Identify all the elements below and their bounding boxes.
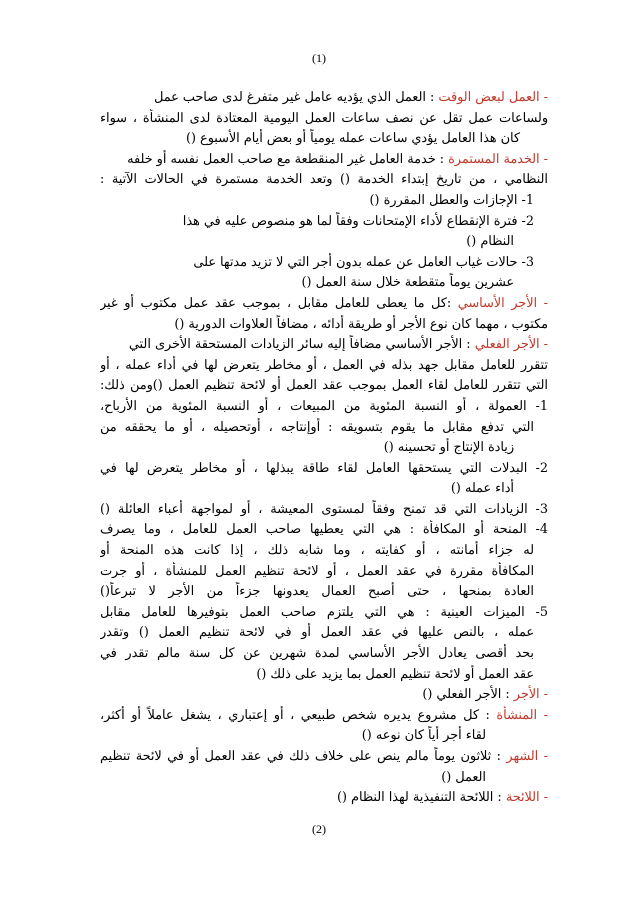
definition-term: - الأجر الفعلي	[474, 337, 548, 353]
line-text: التي تتقرر للعامل لقاء العمل بموجب عقد العمل أو لائحة تنظيم العمل ()ومن ذلك:	[100, 378, 548, 394]
text-line	[100, 479, 548, 500]
line-text: 2- فترة الإنقطاع لأداء الإمتحانات وفقاً لما هو منصوص عليه في هذا	[182, 213, 534, 229]
line-text: عقد العمل أو لائحة تنظيم العمل بما يزيد على ذلك ()	[256, 666, 534, 682]
line-text: :كل ما يعطى للعامل مقابل ، بموجب عقد عمل مكتوب أو غير	[100, 295, 452, 311]
text-line	[100, 438, 548, 459]
definition-term: - اللائحة	[505, 790, 548, 806]
line-text: 3- الزيادات التي قد تمنح وفقاً لمستوى المعيشة ، أو لمواجهة أعباء العائلة ()	[100, 501, 548, 517]
line-text: التي تدفع مقابل ما يقوم بتسويقه : أوإنتاجه ، أوتحصيله ، أو ما يحققه من	[100, 419, 534, 435]
definition-term: - الخدمة المستمرة	[448, 151, 548, 167]
line-text: تتقرر للعامل مقابل جهد بذله في العمل ، أو مخاطر يتعرض لها في أداء عمله ، أو	[100, 357, 548, 373]
text-line	[100, 582, 548, 603]
text-line	[100, 356, 548, 377]
text-line	[100, 376, 548, 397]
text-line	[100, 232, 548, 253]
line-text: مكتوب ، مهما كان نوع الأجر أو طريقة أدائه ، مضافاً العلاوات الدورية ()	[174, 316, 548, 332]
text-line	[100, 562, 548, 583]
text-line	[100, 109, 548, 130]
text-line	[100, 418, 548, 439]
text-line	[100, 191, 548, 212]
line-text: : الأجر الأساسي مضافاً إليه سائر الزيادات المستحقة الأخرى التي	[128, 337, 471, 353]
text-line	[100, 541, 548, 562]
text-line	[100, 644, 548, 665]
line-text: 5- الميزات العينية : هي التي يلتزم صاحب العمل بتوفيرها للعامل مقابل	[100, 604, 548, 620]
definition-term: - العمل لبعض الوقت	[438, 90, 548, 105]
line-text: 4- المنحة أو المكافأة : هي التي يعطيها صاحب العمل للعامل ، وما يصرف	[100, 522, 548, 538]
line-text: له جزاء أمانته ، أو كفايته ، وما شابه ذلك ، إذا كانت هذه المنحة أو	[100, 543, 534, 559]
text-line	[100, 335, 548, 356]
line-text: : اللائحة التنفيذية لهذا النظام ()	[336, 790, 502, 806]
text-line	[100, 273, 548, 294]
definition-term: - الأجر	[513, 687, 548, 703]
text-line	[100, 294, 548, 315]
line-text: عشرين يوماً متقطعة خلال سنة العمل ()	[301, 275, 514, 291]
line-text: زيادة الإنتاج أو تحسينه ()	[383, 440, 514, 456]
text-line	[100, 88, 548, 109]
text-line	[100, 665, 548, 686]
definition-term: - المنشأة	[496, 707, 548, 723]
text-line	[100, 747, 548, 768]
line-text: : العمل الذي يؤديه عامل غير متفرغ لدى صاحب عمل	[154, 90, 435, 105]
line-text: المكافأة مقررة في عقد العمل ، أو لائحة تنظيم العمل للمنشأة ، أو جرت	[100, 563, 534, 579]
definition-term: - الشهر	[506, 749, 548, 764]
text-line	[100, 706, 548, 727]
text-line	[100, 685, 548, 706]
text-line	[100, 212, 548, 233]
text-line	[100, 520, 548, 541]
text-line	[100, 150, 548, 171]
text-line	[100, 726, 548, 747]
line-text: بحد أقصى يعادل الأجر الأساسي لمدة شهرين عن كل سنة مالم تقدر في	[100, 646, 534, 662]
document-body	[100, 88, 548, 809]
page-number-bottom: (2)	[312, 822, 326, 836]
text-line	[100, 623, 548, 644]
definition-term: - الأجر الأساسي	[457, 295, 548, 311]
text-line	[100, 315, 548, 336]
line-text: 2- البدلات التي يستحقها العامل لقاء طاقة يبذلها ، أو مخاطر يتعرض لها في	[100, 460, 548, 476]
text-line	[100, 459, 548, 480]
line-text: : كل مشروع يديره شخص طبيعي ، أو إعتباري ، يشغل عاملاً أو أكثر،	[100, 707, 490, 723]
text-line	[100, 500, 548, 521]
line-text: : ثلاثون يوماً مالم ينص على خلاف ذلك في عقد العمل أو في لائحة تنظيم	[100, 749, 501, 764]
text-line	[100, 253, 548, 274]
line-text: : خدمة العامل غير المنقطعة مع صاحب العمل نفسه أو خلفه	[127, 151, 445, 167]
text-line	[100, 129, 548, 150]
line-text: ولساعات عمل تقل عن نصف ساعات العمل اليومية المعتادة لدى المنشأة ، سواء	[100, 110, 548, 126]
line-text: عمله ، بالنص عليها في عقد العمل أو في لائحة تنظيم العمل () وتقدر	[100, 625, 534, 641]
line-text: كان هذا العامل يؤدي ساعات عمله يومياً أو بعض أيام الأسبوع ()	[186, 131, 520, 147]
line-text: : الأجر الفعلي ()	[422, 687, 510, 703]
text-line	[100, 788, 548, 809]
line-text: أداء عمله ()	[450, 481, 514, 497]
line-text: 1- الإجازات والعطل المقررة ()	[369, 192, 534, 208]
text-line	[100, 397, 548, 418]
line-text: 1- العمولة ، أو النسبة المئوية من المبيعات ، أو النسبة المئوية من الأرباح،	[100, 398, 548, 414]
text-line	[100, 603, 548, 624]
line-text: العادة بمنحها ، حتى أصبح العمال يعدونها جزءاً من الأجر لا تبرعاً()	[100, 584, 534, 600]
line-text: 3- حالات غياب العامل عن عمله بدون أجر التي لا تزيد مدتها على	[193, 254, 534, 270]
page-number-top: (1)	[312, 51, 326, 65]
line-text: العمل ()	[441, 769, 486, 785]
text-line	[100, 170, 548, 191]
line-text: لقاء أجر أياً كان نوعه ()	[361, 728, 486, 744]
text-line	[100, 768, 548, 789]
line-text: النظامي ، من تاريخ إبتداء الخدمة () وتعد الخدمة مستمرة في الحالات الآتية :	[100, 172, 548, 188]
line-text: النظام ()	[466, 234, 514, 250]
